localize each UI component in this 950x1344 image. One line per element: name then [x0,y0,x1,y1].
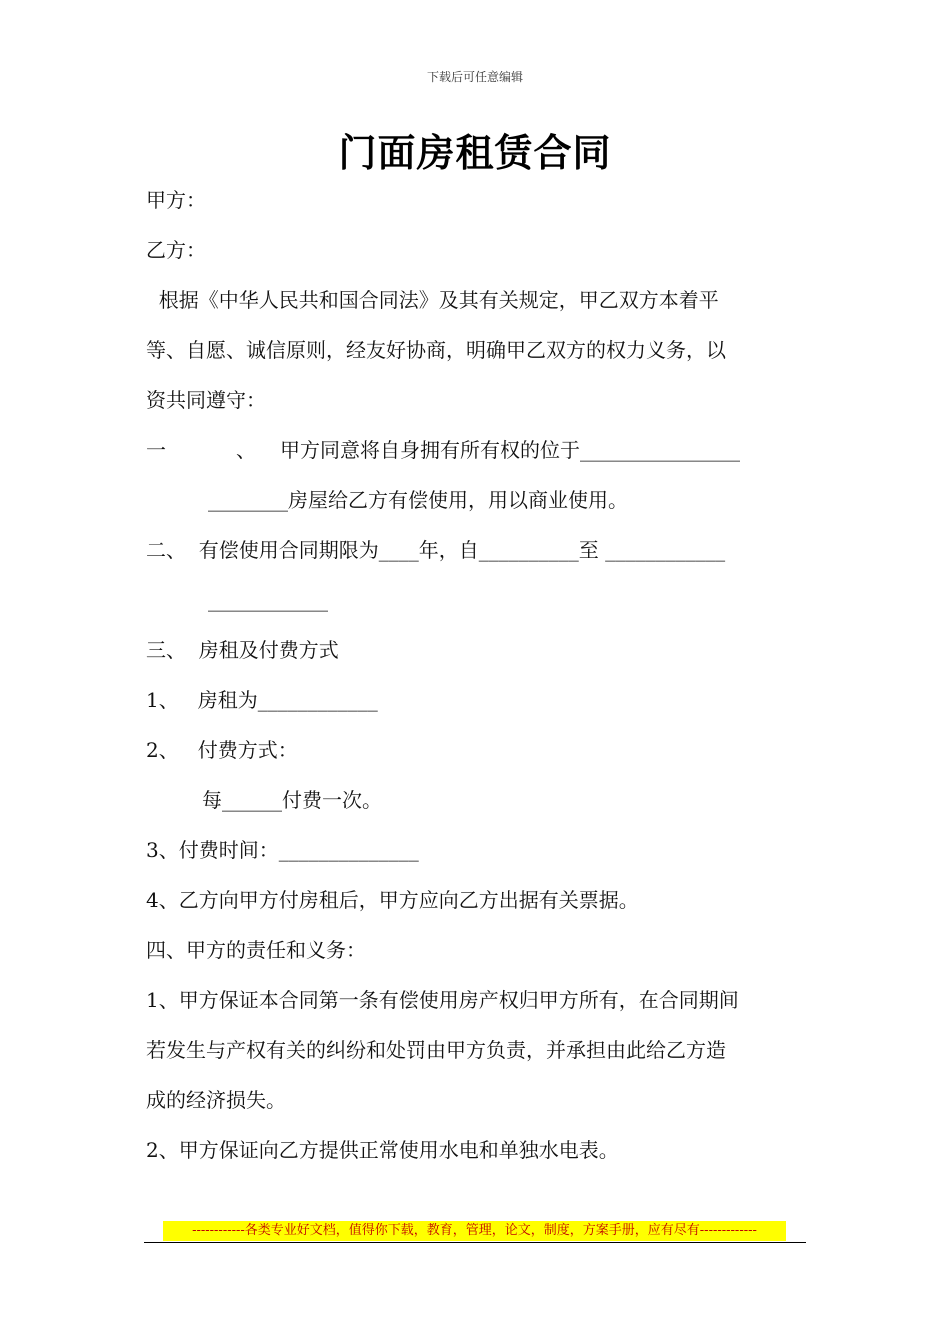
document-title: 门面房租赁合同 [338,130,612,175]
clause4-item-1-line-3: 成的经济损失。 [146,1088,286,1112]
clause3-item-3: 3、付费时间：______________ [146,838,419,862]
clause4-heading: 四、甲方的责任和义务： [146,938,366,962]
clause2-text-line-1: 二、 有偿使用合同期限为____年，自__________至 ____________ [146,538,726,562]
clause1-number: 一 [146,438,166,462]
clause1-separator: 、 [236,438,256,462]
party-b-line: 乙方： [146,238,206,262]
preamble-line-3: 资共同遵守： [146,388,266,412]
clause4-item-1-line-1: 1、甲方保证本合同第一条有偿使用房产权归甲方所有，在合同期间 [146,988,739,1012]
preamble-line-1: 根据《中华人民共和国合同法》及其有关规定，甲乙双方本着平 [146,288,719,312]
footer-banner: ------------各类专业好文档，值得你下载，教育，管理，论文，制度，方案手册，应有尽有------------- [163,1221,786,1241]
party-a-line: 甲方： [146,188,206,212]
footer-rule [144,1242,806,1243]
clause3-heading: 三、 房租及付费方式 [146,638,339,662]
clause1-text-line-1: 甲方同意将自身拥有所有权的位于________________ [280,438,740,462]
clause4-item-1-line-2: 若发生与产权有关的纠纷和处罚由甲方负责，并承担由此给乙方造 [146,1038,726,1062]
clause3-item-2-detail: 每______付费一次。 [202,788,382,812]
clause2-text-line-2: ____________ [208,588,328,612]
clause3-item-1: 1、 房租为____________ [146,688,378,712]
preamble-line-2: 等、自愿、诚信原则，经友好协商，明确甲乙双方的权力义务，以 [146,338,726,362]
clause4-item-2: 2、甲方保证向乙方提供正常使用水电和单独水电表。 [146,1138,619,1162]
header-note: 下载后可任意编辑 [426,70,523,84]
clause3-item-2: 2、 付费方式： [146,738,298,762]
clause1-text-line-2: ________房屋给乙方有偿使用，用以商业使用。 [208,488,628,512]
clause3-item-4: 4、乙方向甲方付房租后，甲方应向乙方出据有关票据。 [146,888,639,912]
